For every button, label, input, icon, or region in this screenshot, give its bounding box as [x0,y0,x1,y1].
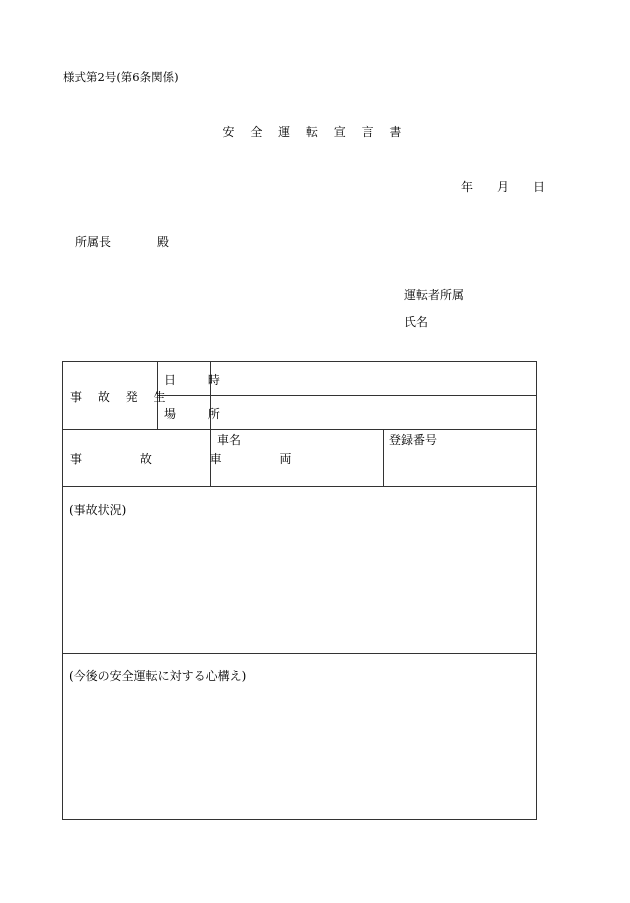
place-label [164,405,234,422]
row-divider [157,395,537,396]
row-divider [63,429,537,430]
accident-report-table [62,361,537,820]
document-title [0,123,630,140]
col-divider [383,429,384,486]
driver-affiliation-label: 運転者所属 [404,288,465,302]
accident-vehicle-label-text: 事 故 車 両 [70,452,319,466]
accident-situation-label: (事故状況) [69,503,127,517]
place-label-text: 場 所 [164,407,234,421]
addressee-honorific: 殿 [157,235,170,249]
form-number: 様式第2号(第6条関係) [63,70,179,84]
registration-number-label: 登録番号 [389,433,438,447]
datetime-label [164,371,234,388]
date-day-label: 日 [533,180,546,194]
datetime-label-text: 日 時 [164,373,234,387]
document-title-text: 安 全 運 転 宣 言 書 [222,125,408,139]
date-month-label: 月 [497,180,510,194]
row-divider [63,486,537,487]
addressee-label: 所属長 [75,235,112,249]
accident-occurrence-label-text: 事 故 発 生 [70,390,172,404]
accident-vehicle-label [70,450,318,467]
accident-occurrence-label [70,388,171,405]
vehicle-name-label: 車名 [217,433,242,447]
driver-name-label: 氏名 [404,315,429,329]
future-resolve-label: (今後の安全運転に対する心構え) [69,669,247,683]
row-divider [63,653,537,654]
date-year-label: 年 [461,180,474,194]
